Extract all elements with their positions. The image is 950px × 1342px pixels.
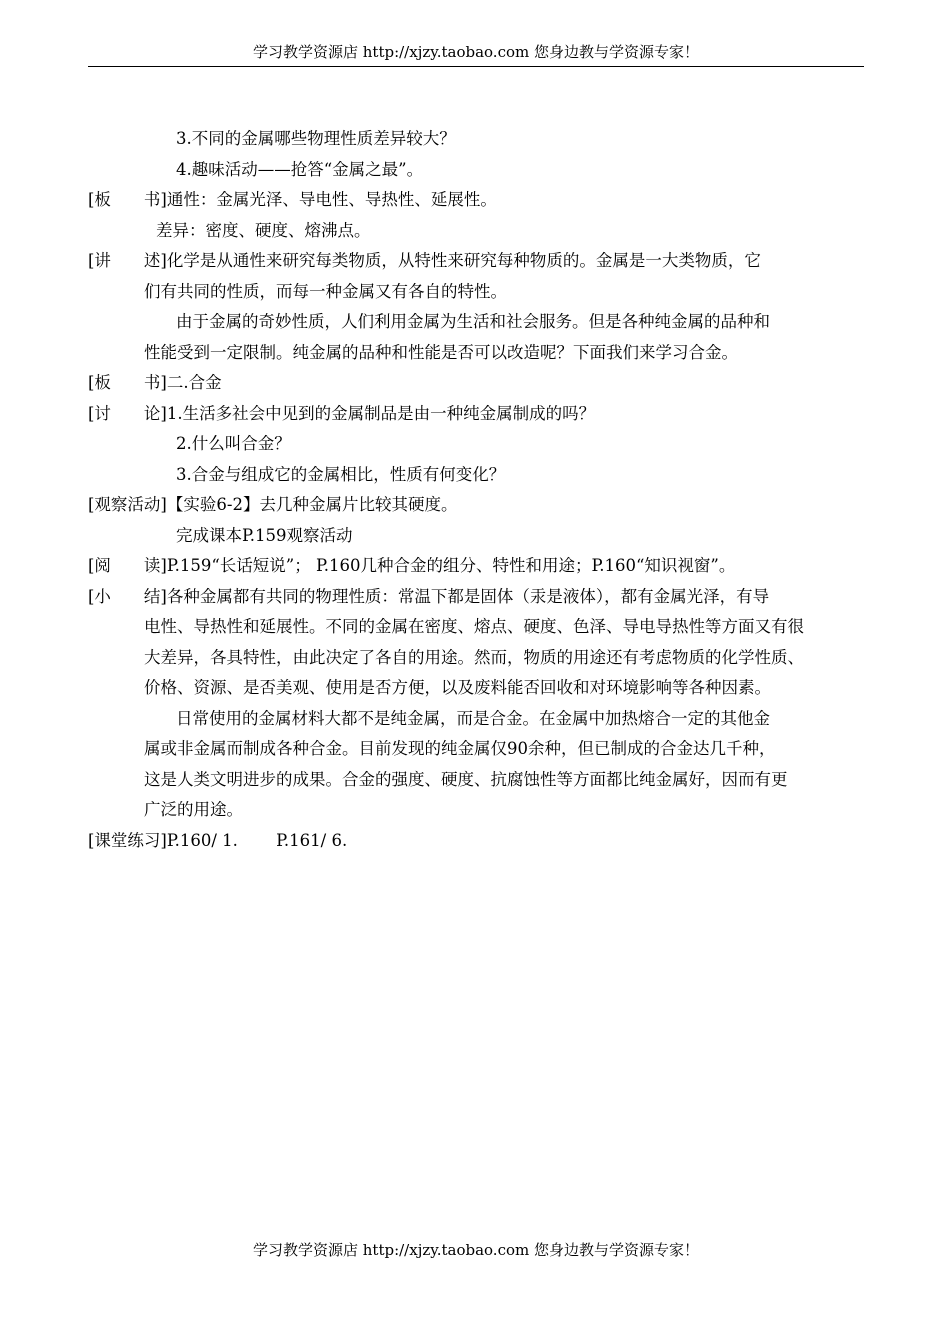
summary-paragraph-2 xyxy=(88,704,868,735)
section-tag: [观察活动] xyxy=(88,495,167,514)
section-tag: [板 书] xyxy=(88,190,167,209)
text-line: 日常使用的金属材料大都不是纯金属，而是合金。在金属中加热熔合一定的其他金 xyxy=(176,708,770,728)
lecture-paragraph-2 xyxy=(88,307,868,338)
summary-cont-2 xyxy=(88,643,868,674)
reading-line xyxy=(88,551,868,582)
document-body xyxy=(88,124,868,856)
question-line-4 xyxy=(88,155,868,186)
discussion-q3 xyxy=(88,460,868,491)
section-tag: [小 结] xyxy=(88,586,167,606)
text-line: 们有共同的性质，而每一种金属又有各自的特性。 xyxy=(144,281,507,301)
text-line: 3.合金与组成它的金属相比，性质有何变化？ xyxy=(176,464,506,484)
summary-paragraph-2-cont-3 xyxy=(88,795,868,826)
text-line: 价格、资源、是否美观、使用是否方便，以及废料能否回收和对环境影响等各种因素。 xyxy=(144,678,771,697)
text-line: 通性：金属光泽、导电性、导热性、延展性。 xyxy=(166,190,497,209)
section-tag: [板 书] xyxy=(88,373,167,392)
differences-line xyxy=(88,216,868,247)
section-tag: [讲 述] xyxy=(88,251,167,270)
text-line: 差异：密度、硬度、熔沸点。 xyxy=(156,220,371,240)
text-line: 2.什么叫合金？ xyxy=(176,434,291,453)
observation-line xyxy=(88,490,868,521)
text-line: 广泛的用途。 xyxy=(144,800,243,819)
question-line-3 xyxy=(88,124,868,155)
text-line: 性能受到一定限制。纯金属的品种和性能是否可以改造呢？下面我们来学习合金。 xyxy=(144,342,738,362)
section-tag: [讨 论] xyxy=(88,403,167,423)
board-writing-line xyxy=(88,185,868,216)
observation-task xyxy=(88,521,868,552)
discussion-line xyxy=(88,399,868,430)
text-line: 由于金属的奇妙性质，人们利用金属为生活和社会服务。但是各种纯金属的品种和 xyxy=(176,312,770,331)
text-line: 各种金属都有共同的物理性质：常温下都是固体（汞是液体），都有金属光泽，有导 xyxy=(166,586,770,606)
board-writing-alloy xyxy=(88,368,868,399)
text-line: P.160/ 1. P.161/ 6. xyxy=(166,830,348,850)
summary-cont-1 xyxy=(88,612,868,643)
text-line: 二.合金 xyxy=(166,373,222,392)
discussion-q2 xyxy=(88,429,868,460)
text-line: 1.生活多社会中见到的金属制品是由一种纯金属制成的吗？ xyxy=(166,403,596,423)
footer-text: 学习教学资源店 http://xjzy.taobao.com 您身边教与学资源专家！ xyxy=(252,1241,700,1259)
lecture-paragraph-2-cont xyxy=(88,338,868,369)
text-line: 这是人类文明进步的成果。合金的强度、硬度、抗腐蚀性等方面都比纯金属好，因而有更 xyxy=(144,769,788,789)
section-tag: [课堂练习] xyxy=(88,830,167,850)
lecture-continued xyxy=(88,277,868,308)
text-line: P.159“长话短说”； P.160几种合金的组分、特性和用途；P.160“知识视窗”。 xyxy=(166,556,736,575)
text-line: 属或非金属而制成各种合金。目前发现的纯金属仅90余种，但已制成的合金达几千种， xyxy=(144,739,776,758)
page-footer xyxy=(88,1238,864,1262)
section-tag: [阅 读] xyxy=(88,556,167,575)
class-exercise-line xyxy=(88,826,868,857)
header-text: 学习教学资源店 http://xjzy.taobao.com 您身边教与学资源专家！ xyxy=(252,43,700,61)
text-line: 4.趣味活动——抢答“金属之最”。 xyxy=(176,159,424,179)
text-line: 【实验6-2】去几种金属片比较其硬度。 xyxy=(166,495,458,514)
summary-cont-3 xyxy=(88,673,868,704)
page-header xyxy=(88,38,864,67)
text-line: 化学是从通性来研究每类物质，从特性来研究每种物质的。金属是一大类物质，它 xyxy=(166,251,761,270)
summary-line xyxy=(88,582,868,613)
text-line: 完成课本P.159观察活动 xyxy=(176,525,353,545)
summary-paragraph-2-cont-2 xyxy=(88,765,868,796)
text-line: 3.不同的金属哪些物理性质差异较大？ xyxy=(176,129,456,148)
lecture-line xyxy=(88,246,868,277)
summary-paragraph-2-cont-1 xyxy=(88,734,868,765)
text-line: 电性、导热性和延展性。不同的金属在密度、熔点、硬度、色泽、导电导热性等方面又有很 xyxy=(144,617,804,636)
text-line: 大差异，各具特性，由此决定了各自的用途。然而，物质的用途还有考虑物质的化学性质、 xyxy=(144,647,804,667)
